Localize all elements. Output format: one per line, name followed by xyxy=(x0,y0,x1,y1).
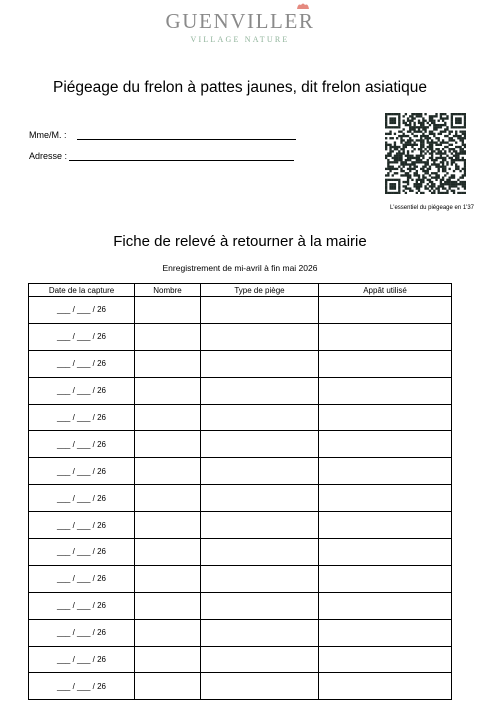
address-field-line[interactable] xyxy=(69,160,294,161)
table-row xyxy=(29,377,452,404)
trap-type-cell[interactable] xyxy=(201,512,319,539)
table-row xyxy=(29,646,452,673)
bait-cell[interactable] xyxy=(319,619,452,646)
bait-cell[interactable] xyxy=(319,404,452,431)
bait-cell[interactable] xyxy=(319,350,452,377)
logo-tagline: VILLAGE NATURE xyxy=(190,35,290,44)
trap-type-cell[interactable] xyxy=(201,431,319,458)
capture-table xyxy=(28,283,452,700)
date-cell[interactable]: ___ / ___ / 26 xyxy=(29,404,135,431)
trap-type-cell[interactable] xyxy=(201,350,319,377)
count-cell[interactable] xyxy=(135,673,201,700)
date-cell[interactable]: ___ / ___ / 26 xyxy=(29,673,135,700)
table-row xyxy=(29,565,452,592)
count-cell[interactable] xyxy=(135,512,201,539)
date-cell[interactable]: ___ / ___ / 26 xyxy=(29,297,135,324)
table-row xyxy=(29,404,452,431)
table-row xyxy=(29,539,452,566)
count-cell[interactable] xyxy=(135,592,201,619)
bait-cell[interactable] xyxy=(319,592,452,619)
count-cell[interactable] xyxy=(135,458,201,485)
bait-cell[interactable] xyxy=(319,431,452,458)
table-row xyxy=(29,323,452,350)
count-cell[interactable] xyxy=(135,565,201,592)
page-title: Piégeage du frelon à pattes jaunes, dit frelon asiatique xyxy=(53,79,427,96)
trap-type-cell[interactable] xyxy=(201,619,319,646)
date-cell[interactable]: ___ / ___ / 26 xyxy=(29,539,135,566)
bait-cell[interactable] xyxy=(319,565,452,592)
bait-cell[interactable] xyxy=(319,646,452,673)
table-header-row xyxy=(29,284,452,297)
count-cell[interactable] xyxy=(135,646,201,673)
header-bait: Appât utilisé xyxy=(319,284,452,297)
bait-cell[interactable] xyxy=(319,673,452,700)
count-cell[interactable] xyxy=(135,431,201,458)
date-cell[interactable]: ___ / ___ / 26 xyxy=(29,592,135,619)
date-cell[interactable]: ___ / ___ / 26 xyxy=(29,565,135,592)
trap-type-cell[interactable] xyxy=(201,297,319,324)
date-cell[interactable]: ___ / ___ / 26 xyxy=(29,485,135,512)
header-count: Nombre xyxy=(135,284,201,297)
qr-caption: L'essentiel du piégeage en 1'37 xyxy=(389,205,474,211)
table-row xyxy=(29,512,452,539)
date-cell[interactable]: ___ / ___ / 26 xyxy=(29,323,135,350)
table-row xyxy=(29,485,452,512)
trap-type-cell[interactable] xyxy=(201,377,319,404)
bait-cell[interactable] xyxy=(319,458,452,485)
trap-type-cell[interactable] xyxy=(201,404,319,431)
trap-type-cell[interactable] xyxy=(201,323,319,350)
date-cell[interactable]: ___ / ___ / 26 xyxy=(29,619,135,646)
bait-cell[interactable] xyxy=(319,323,452,350)
date-cell[interactable]: ___ / ___ / 26 xyxy=(29,512,135,539)
date-cell[interactable]: ___ / ___ / 26 xyxy=(29,350,135,377)
flower-icon xyxy=(296,2,310,10)
table-row xyxy=(29,297,452,324)
bait-cell[interactable] xyxy=(319,512,452,539)
qr-code-icon[interactable] xyxy=(385,113,466,194)
guenviller-logo xyxy=(0,8,480,44)
count-cell[interactable] xyxy=(135,539,201,566)
table-row xyxy=(29,458,452,485)
header-trap-type: Type de piège xyxy=(201,284,319,297)
date-cell[interactable]: ___ / ___ / 26 xyxy=(29,646,135,673)
trap-type-cell[interactable] xyxy=(201,485,319,512)
trap-type-cell[interactable] xyxy=(201,539,319,566)
trap-type-cell[interactable] xyxy=(201,592,319,619)
trap-type-cell[interactable] xyxy=(201,673,319,700)
table-row xyxy=(29,431,452,458)
logo-name: GUENVILLER xyxy=(165,9,315,33)
trap-type-cell[interactable] xyxy=(201,458,319,485)
name-label: Mme/M. : xyxy=(29,130,67,140)
count-cell[interactable] xyxy=(135,404,201,431)
bait-cell[interactable] xyxy=(319,485,452,512)
address-label: Adresse : xyxy=(29,151,68,161)
table-row xyxy=(29,592,452,619)
table-row xyxy=(29,619,452,646)
count-cell[interactable] xyxy=(135,377,201,404)
trap-type-cell[interactable] xyxy=(201,565,319,592)
name-field-line[interactable] xyxy=(77,139,296,140)
form-subtitle: Fiche de relevé à retourner à la mairie xyxy=(113,233,367,250)
recording-period: Enregistrement de mi-avril à fin mai 2026 xyxy=(162,263,318,273)
table-row xyxy=(29,350,452,377)
date-cell[interactable]: ___ / ___ / 26 xyxy=(29,377,135,404)
bait-cell[interactable] xyxy=(319,539,452,566)
table-row xyxy=(29,673,452,700)
trap-type-cell[interactable] xyxy=(201,646,319,673)
count-cell[interactable] xyxy=(135,619,201,646)
bait-cell[interactable] xyxy=(319,377,452,404)
count-cell[interactable] xyxy=(135,485,201,512)
count-cell[interactable] xyxy=(135,350,201,377)
count-cell[interactable] xyxy=(135,323,201,350)
count-cell[interactable] xyxy=(135,297,201,324)
header-date: Date de la capture xyxy=(29,284,135,297)
date-cell[interactable]: ___ / ___ / 26 xyxy=(29,458,135,485)
bait-cell[interactable] xyxy=(319,297,452,324)
date-cell[interactable]: ___ / ___ / 26 xyxy=(29,431,135,458)
